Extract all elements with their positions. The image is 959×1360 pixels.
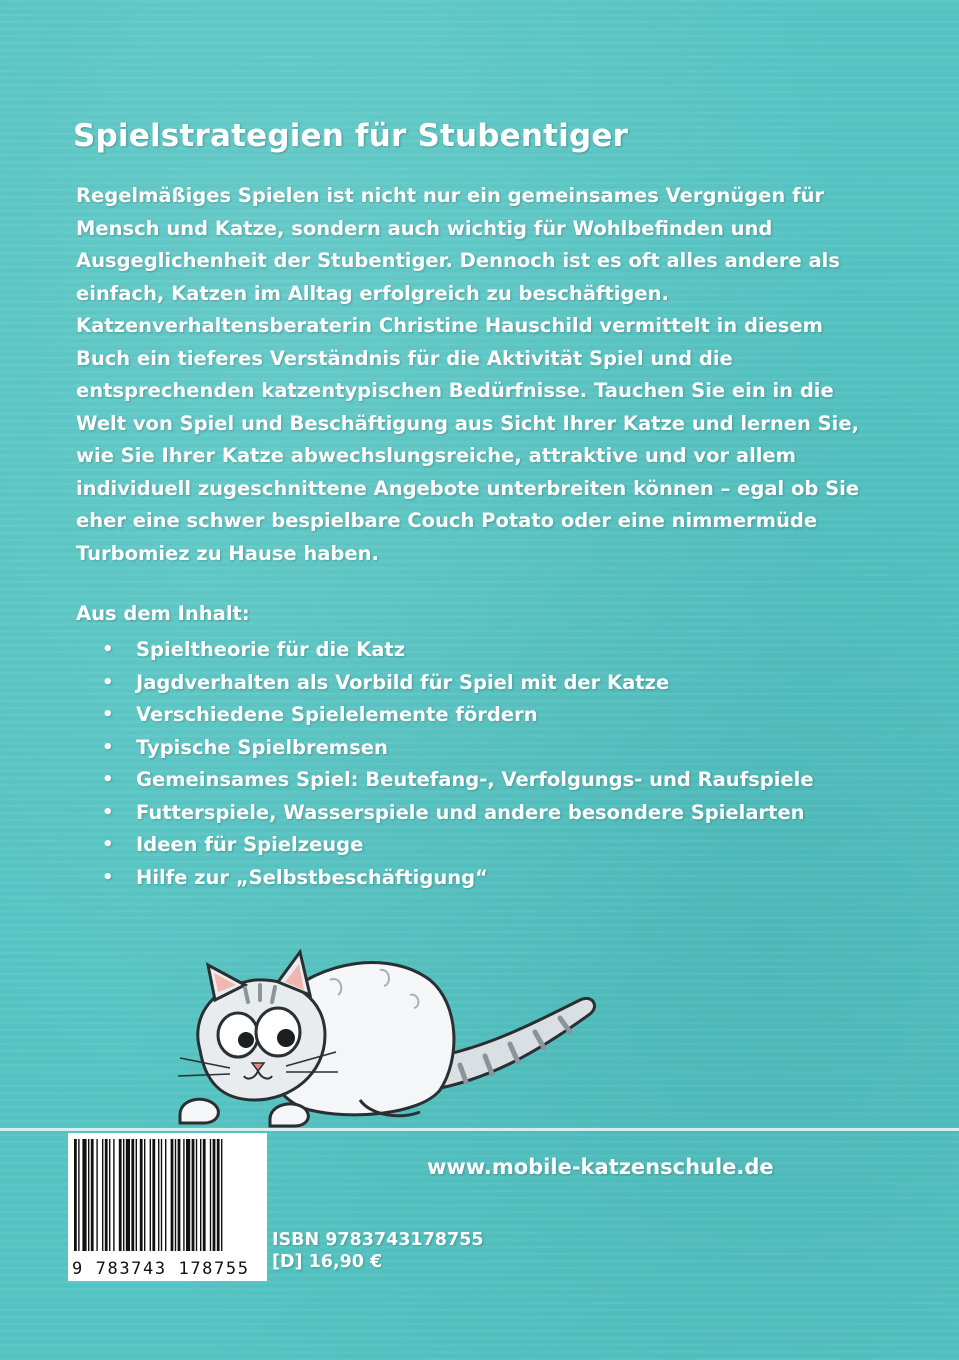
- bullet-icon: •: [102, 639, 114, 660]
- description-line: Mensch und Katze, sondern auch wichtig für Wohlbefinden und: [76, 216, 773, 240]
- toc-item-label: Hilfe zur „Selbstbeschäftigung“: [136, 865, 488, 889]
- barcode-bar: [96, 1139, 97, 1251]
- description-line: wie Sie Ihrer Katze abwechslungsreiche, attraktive und vor allem: [76, 444, 796, 467]
- description-line: individuell zugeschnittene Angebote unterbreiten können – egal ob Sie: [76, 476, 860, 500]
- barcode-bar: [203, 1139, 206, 1251]
- description-line: Turbomiez zu Hause haben.: [76, 541, 379, 565]
- barcode-bar: [109, 1139, 110, 1251]
- description-line: einfach, Katzen im Alltag erfolgreich zu beschäftigen.: [76, 281, 669, 305]
- barcode-bar: [123, 1139, 124, 1251]
- barcode-bar: [178, 1139, 181, 1251]
- barcode-bar: [136, 1139, 137, 1251]
- barcode-bar: [175, 1139, 176, 1251]
- barcode-bar: [102, 1139, 103, 1251]
- barcode-bar: [131, 1139, 134, 1251]
- barcode-bar: [186, 1139, 190, 1251]
- barcode-bar: [150, 1139, 151, 1251]
- isbn-text: ISBN 9783743178755: [272, 1230, 484, 1250]
- barcode-bar: [171, 1139, 174, 1251]
- description-line: Buch ein tieferes Verständnis für die Aktivität Spiel und die: [76, 346, 733, 370]
- barcode-bar: [82, 1139, 86, 1251]
- toc-item: [76, 699, 814, 732]
- barcode-digits: 9 783743 178755: [72, 1259, 250, 1279]
- toc-item-label: Jagdverhalten als Vorbild für Spiel mit der Katze: [136, 670, 670, 694]
- toc-list: [76, 634, 814, 894]
- barcode-bar: [165, 1139, 166, 1251]
- toc-item: [76, 797, 814, 830]
- description-text: [76, 180, 916, 570]
- toc-item-label: Futterspiele, Wasserspiele und andere besondere Spielarten: [136, 800, 805, 824]
- bullet-icon: •: [102, 834, 114, 855]
- cat-illustration: [160, 940, 620, 1140]
- toc-item: [76, 667, 814, 700]
- barcode-bar: [74, 1139, 77, 1251]
- barcode: [68, 1133, 267, 1281]
- barcode-bar: [140, 1139, 143, 1251]
- description-line: entsprechenden katzentypischen Bedürfnisse. Tauchen Sie ein in die: [76, 379, 834, 402]
- toc-heading: Aus dem Inhalt:: [76, 602, 250, 625]
- barcode-bar: [91, 1139, 94, 1251]
- toc-item-label: Spieltheorie für die Katz: [136, 638, 406, 661]
- toc-item: [76, 634, 814, 667]
- barcode-bar: [213, 1139, 216, 1251]
- toc-item-label: Gemeinsames Spiel: Beutefang-, Verfolgungs- und Raufspiele: [136, 768, 814, 791]
- description-line: Regelmäßiges Spielen ist nicht nur ein gemeinsames Vergnügen für: [76, 184, 825, 207]
- barcode-bar: [161, 1139, 162, 1251]
- barcode-bar: [217, 1139, 220, 1251]
- barcode-bar: [221, 1139, 222, 1251]
- barcode-bars: [68, 1133, 267, 1257]
- toc-item: [76, 764, 814, 797]
- barcode-bar: [126, 1139, 130, 1251]
- barcode-bar: [183, 1139, 184, 1251]
- toc-item: [76, 862, 814, 895]
- barcode-bar: [210, 1139, 211, 1251]
- barcode-bar: [192, 1139, 195, 1251]
- toc-item: [76, 829, 814, 862]
- barcode-bar: [158, 1139, 159, 1251]
- toc-item-label: Ideen für Spielzeuge: [136, 833, 364, 856]
- bullet-icon: •: [102, 801, 114, 823]
- toc-item-label: Typische Spielbremsen: [136, 735, 388, 759]
- toc-item: [76, 732, 814, 765]
- bullet-icon: •: [102, 704, 114, 725]
- website-url[interactable]: www.mobile-katzenschule.de: [427, 1155, 774, 1179]
- bullet-icon: •: [102, 736, 114, 758]
- barcode-bar: [200, 1139, 201, 1251]
- barcode-bar: [78, 1139, 79, 1251]
- barcode-bar: [196, 1139, 197, 1251]
- description-line: Welt von Spiel und Beschäftigung aus Sicht Ihrer Katze und lernen Sie,: [76, 411, 859, 435]
- toc-item-label: Verschiedene Spielelemente fördern: [136, 703, 538, 726]
- barcode-bar: [113, 1139, 114, 1251]
- barcode-bar: [119, 1139, 122, 1251]
- footer-divider: [0, 1128, 959, 1131]
- price-text: [D] 16,90 €: [272, 1252, 383, 1272]
- description-line: Katzenverhaltensberaterin Christine Hauschild vermittelt in diesem: [76, 314, 823, 337]
- barcode-bar: [152, 1139, 155, 1251]
- barcode-bar: [144, 1139, 145, 1251]
- book-title: Spielstrategien für Stubentiger: [73, 118, 629, 154]
- description-line: Ausgeglichenheit der Stubentiger. Dennoch ist es oft alles andere als: [76, 249, 840, 272]
- barcode-bar: [105, 1139, 108, 1251]
- bullet-icon: •: [102, 769, 114, 790]
- barcode-bar: [88, 1139, 89, 1251]
- description-line: eher eine schwer bespielbare Couch Potato oder eine nimmermüde: [76, 509, 818, 532]
- bullet-icon: •: [102, 671, 114, 693]
- bullet-icon: •: [102, 866, 114, 888]
